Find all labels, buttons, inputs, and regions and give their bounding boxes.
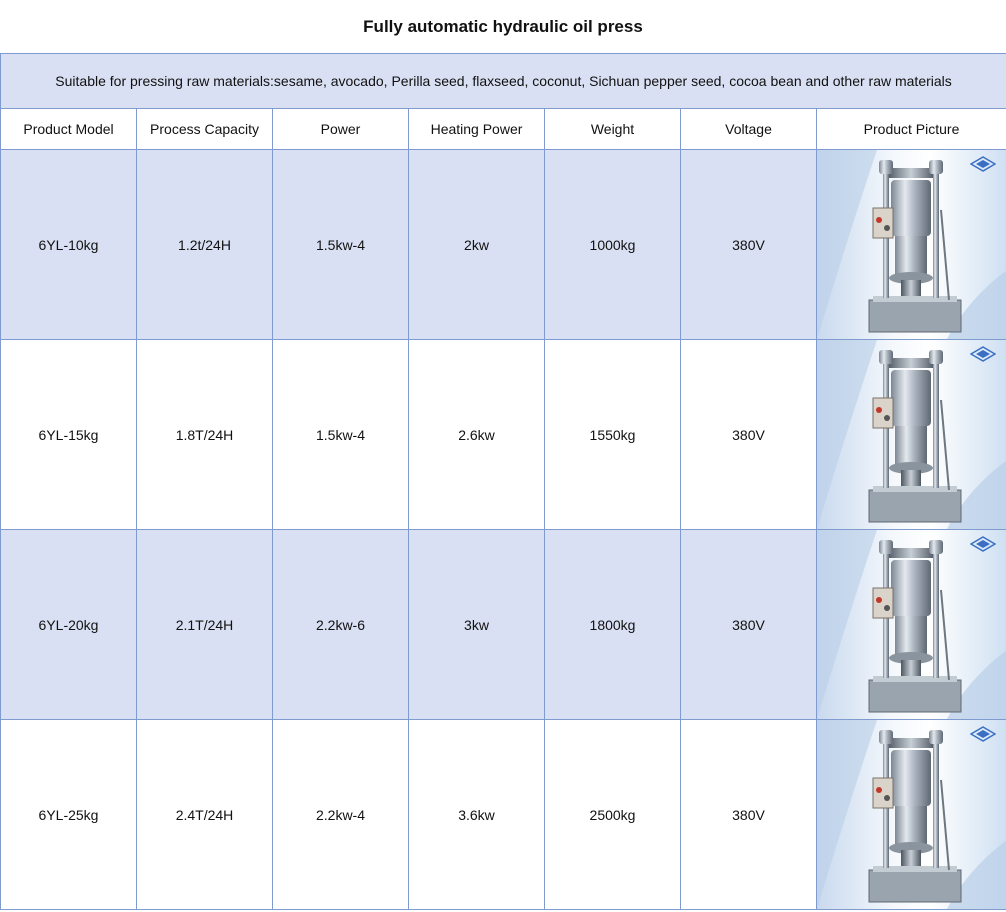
header-product-picture: Product Picture bbox=[817, 109, 1006, 150]
oil-press-image bbox=[817, 340, 1006, 529]
cell-heating-power: 2.6kw bbox=[409, 340, 545, 530]
materials-note-row bbox=[1, 54, 1006, 109]
cell-power: 2.2kw-6 bbox=[273, 530, 409, 720]
brand-logo-icon bbox=[970, 726, 996, 742]
oil-press-image bbox=[817, 150, 1006, 339]
cell-power: 1.5kw-4 bbox=[273, 340, 409, 530]
cell-weight: 1800kg bbox=[545, 530, 681, 720]
cell-voltage: 380V bbox=[681, 340, 817, 530]
cell-model: 6YL-15kg bbox=[1, 340, 137, 530]
table-row bbox=[1, 530, 1006, 720]
oil-press-image bbox=[817, 720, 1006, 909]
product-picture bbox=[817, 150, 1006, 340]
brand-logo-icon bbox=[970, 536, 996, 552]
header-power: Power bbox=[273, 109, 409, 150]
brand-logo-icon bbox=[970, 346, 996, 362]
cell-weight: 1000kg bbox=[545, 150, 681, 340]
oil-press-image bbox=[817, 530, 1006, 719]
header-voltage: Voltage bbox=[681, 109, 817, 150]
cell-power: 1.5kw-4 bbox=[273, 150, 409, 340]
cell-capacity: 2.4T/24H bbox=[137, 720, 273, 910]
header-product-model: Product Model bbox=[1, 109, 137, 150]
table-row bbox=[1, 150, 1006, 340]
cell-capacity: 1.8T/24H bbox=[137, 340, 273, 530]
cell-voltage: 380V bbox=[681, 150, 817, 340]
cell-voltage: 380V bbox=[681, 720, 817, 910]
cell-heating-power: 2kw bbox=[409, 150, 545, 340]
cell-model: 6YL-20kg bbox=[1, 530, 137, 720]
cell-voltage: 380V bbox=[681, 530, 817, 720]
cell-weight: 1550kg bbox=[545, 340, 681, 530]
cell-weight: 2500kg bbox=[545, 720, 681, 910]
cell-model: 6YL-10kg bbox=[1, 150, 137, 340]
table-row bbox=[1, 720, 1006, 910]
table-row bbox=[1, 340, 1006, 530]
spec-table bbox=[0, 53, 1006, 910]
brand-logo-icon bbox=[970, 156, 996, 172]
product-picture bbox=[817, 720, 1006, 910]
cell-power: 2.2kw-4 bbox=[273, 720, 409, 910]
header-row bbox=[1, 109, 1006, 150]
page-title: Fully automatic hydraulic oil press bbox=[363, 17, 643, 36]
cell-capacity: 2.1T/24H bbox=[137, 530, 273, 720]
materials-note: Suitable for pressing raw materials:sesame, avocado, Perilla seed, flaxseed, coconut, Sichuan pepper seed, cocoa bean and other raw materials bbox=[1, 54, 1006, 109]
cell-heating-power: 3.6kw bbox=[409, 720, 545, 910]
product-picture bbox=[817, 530, 1006, 720]
product-picture bbox=[817, 340, 1006, 530]
cell-model: 6YL-25kg bbox=[1, 720, 137, 910]
header-heating-power: Heating Power bbox=[409, 109, 545, 150]
cell-capacity: 1.2t/24H bbox=[137, 150, 273, 340]
header-weight: Weight bbox=[545, 109, 681, 150]
cell-heating-power: 3kw bbox=[409, 530, 545, 720]
header-process-capacity: Process Capacity bbox=[137, 109, 273, 150]
